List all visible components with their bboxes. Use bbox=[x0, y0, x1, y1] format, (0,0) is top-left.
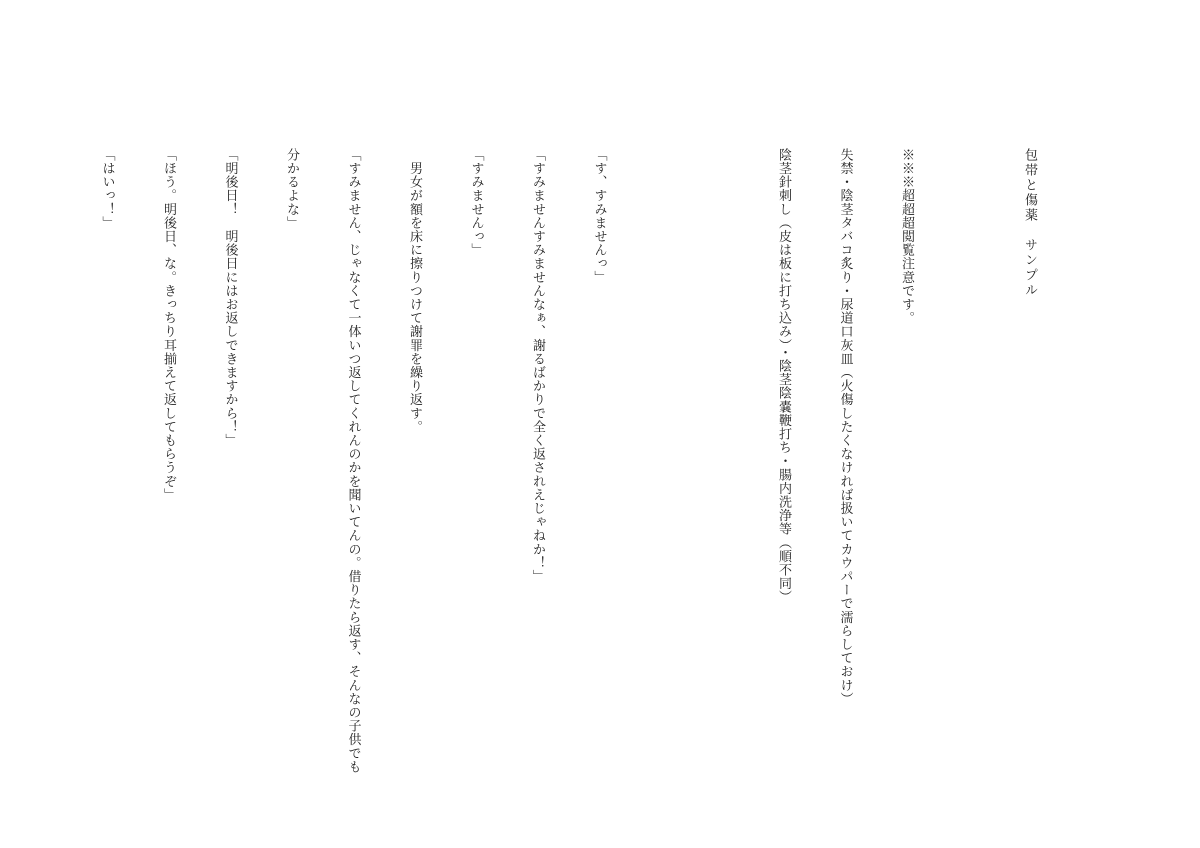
text-line: 「明後日！ 明後日にはお返しできますから！」 bbox=[222, 148, 238, 448]
text-line: 男女が額を床に擦りつけて謝罪を繰り返す。 bbox=[407, 148, 422, 434]
text-line: 「すみませんっ」 bbox=[468, 148, 484, 257]
warning-line: 失禁・陰茎タバコ炙り・尿道口灰皿（火傷したくなければ扱いてカウパーで濡らしておけ） bbox=[837, 148, 853, 706]
warning-line: ※※※超超超閲覧注意です。 bbox=[899, 148, 914, 325]
vertical-text-body bbox=[0, 148, 1080, 774]
text-line: 「ほう。明後日、な。きっちり耳揃えて返してもらうぞ」 bbox=[161, 148, 176, 502]
warning-line: 陰茎針刺し（皮は板に打ち込み）・陰茎陰嚢鞭打ち・腸内洗浄等（順不同） bbox=[776, 148, 791, 604]
text-line: 「はいっ！」 bbox=[99, 148, 115, 230]
text-line: 分かるよな」 bbox=[284, 148, 299, 230]
spacer bbox=[957, 148, 978, 728]
spacer bbox=[35, 148, 56, 728]
text-line: 「す、すみませんっ」 bbox=[591, 148, 607, 284]
spacer bbox=[650, 148, 671, 728]
text-line: 「すみませんすみませんなぁ、謝るばかりで全く返されえじゃねか！」 bbox=[530, 148, 545, 584]
text-line: 「すみません、じゃなくて一体いつ返してくれんのかを聞いてんの。借りたら返す、そんなの子供でも bbox=[345, 148, 361, 774]
document-title: 包帯と傷薬 サンプル bbox=[1022, 148, 1037, 298]
spacer bbox=[711, 148, 732, 728]
